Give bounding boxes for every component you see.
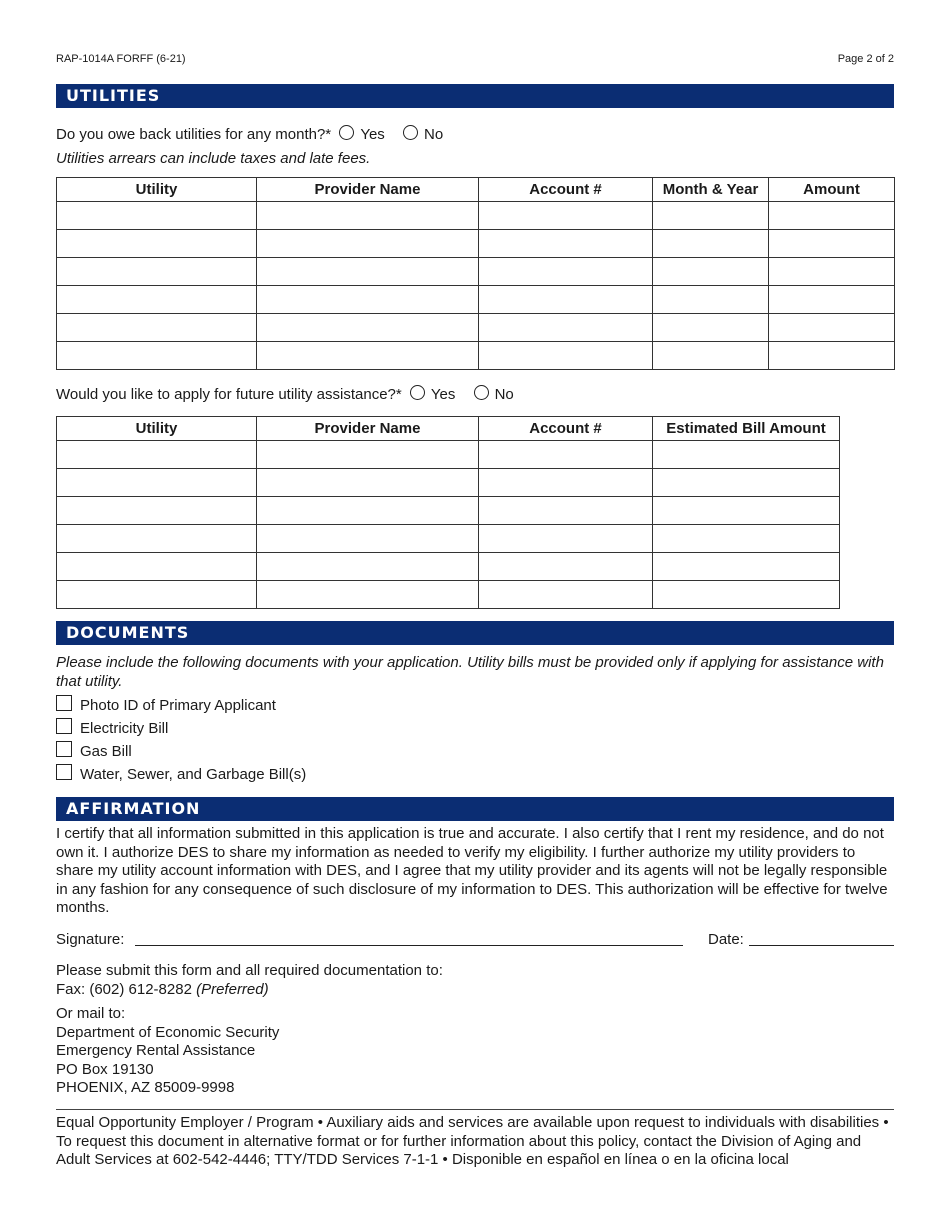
table-cell[interactable] [479, 441, 653, 469]
future-utilities-no-radio[interactable] [474, 385, 489, 400]
table-cell[interactable] [653, 581, 840, 609]
table-row [57, 441, 840, 469]
table-cell[interactable] [257, 525, 479, 553]
back-utilities-question-text: Do you owe back utilities for any month?* [56, 126, 332, 143]
fax-number: Fax: (602) 612-8282 [56, 980, 192, 998]
table-cell[interactable] [769, 230, 895, 258]
table-row [57, 230, 895, 258]
table-cell[interactable] [653, 202, 769, 230]
table-cell[interactable] [57, 314, 257, 342]
table-cell[interactable] [479, 497, 653, 525]
table-row [57, 258, 895, 286]
submission-block [56, 962, 894, 999]
table-cell[interactable] [479, 230, 653, 258]
table-cell[interactable] [653, 441, 840, 469]
documents-section-title: DOCUMENTS [56, 621, 894, 645]
table-cell[interactable] [653, 553, 840, 581]
future-utilities-question-text: Would you like to apply for future utility assistance?* [56, 386, 402, 403]
column-header-utility: Utility [57, 417, 257, 441]
table-row [57, 469, 840, 497]
back-utilities-no-label: No [423, 126, 444, 143]
column-header-month-year: Month & Year [653, 178, 769, 202]
date-field[interactable] [749, 945, 894, 946]
documents-instructions: Please include the following documents with your application. Utility bills must be provided only if applying for assistance with that utility. [56, 654, 884, 690]
future-utilities-question [56, 385, 514, 404]
utilities-section-title: UTILITIES [56, 84, 894, 108]
table-row [57, 581, 840, 609]
document-item-label: Photo ID of Primary Applicant [80, 697, 276, 714]
table-cell[interactable] [479, 286, 653, 314]
document-item-electricity-bill [56, 718, 168, 738]
table-cell[interactable] [257, 202, 479, 230]
gas-bill-checkbox[interactable] [56, 741, 72, 757]
table-cell[interactable] [479, 258, 653, 286]
table-cell[interactable] [257, 258, 479, 286]
address-line: PHOENIX, AZ 85009-9998 [56, 1079, 235, 1097]
column-header-amount: Amount [769, 178, 895, 202]
table-cell[interactable] [57, 202, 257, 230]
document-item-photo-id [56, 695, 276, 715]
address-line: PO Box 19130 [56, 1060, 154, 1078]
table-cell[interactable] [653, 342, 769, 370]
affirmation-section-title: AFFIRMATION [56, 797, 894, 821]
table-cell[interactable] [257, 314, 479, 342]
table-row [57, 525, 840, 553]
column-header-account: Account # [479, 417, 653, 441]
column-header-estimated-bill-amount: Estimated Bill Amount [653, 417, 840, 441]
table-cell[interactable] [57, 230, 257, 258]
column-header-account: Account # [479, 178, 653, 202]
back-utilities-yes-radio[interactable] [339, 125, 354, 140]
address-line: Department of Economic Security [56, 1023, 280, 1041]
table-cell[interactable] [769, 202, 895, 230]
table-cell[interactable] [257, 230, 479, 258]
table-cell[interactable] [257, 553, 479, 581]
table-row [57, 497, 840, 525]
table-cell[interactable] [257, 497, 479, 525]
form-id: RAP-1014A FORFF (6-21) [56, 53, 186, 65]
fax-note: (Preferred) [196, 980, 269, 998]
signature-field[interactable] [135, 945, 683, 946]
table-cell[interactable] [653, 258, 769, 286]
table-cell[interactable] [653, 525, 840, 553]
future-utilities-no-label: No [494, 386, 514, 403]
fax-line [56, 981, 894, 1000]
table-row [57, 314, 895, 342]
table-row [57, 342, 895, 370]
table-cell[interactable] [57, 469, 257, 497]
table-row [57, 553, 840, 581]
document-item-label: Water, Sewer, and Garbage Bill(s) [80, 766, 307, 783]
table-cell[interactable] [479, 553, 653, 581]
page-header [56, 53, 894, 67]
electricity-bill-checkbox[interactable] [56, 718, 72, 734]
table-cell[interactable] [257, 286, 479, 314]
future-utilities-yes-label: Yes [430, 386, 456, 403]
table-cell[interactable] [479, 581, 653, 609]
table-cell[interactable] [479, 525, 653, 553]
table-cell[interactable] [257, 342, 479, 370]
table-cell[interactable] [57, 525, 257, 553]
back-utilities-no-radio[interactable] [403, 125, 418, 140]
table-cell[interactable] [479, 469, 653, 497]
signature-label: Signature: [56, 931, 125, 948]
document-item-gas-bill [56, 741, 132, 761]
back-utilities-header-row [57, 178, 895, 202]
mail-intro: Or mail to: [56, 1005, 126, 1022]
footer-text: Equal Opportunity Employer / Program • Auxiliary aids and services are available upon request to individuals with disabilities • To request this document in alternative format or for further information about this policy, contact the Division of Aging and Adult Services at 602-542-4446; TTY/TDD Services 7-1-1 • Disponible en español en línea o en la oficina local [56, 1114, 889, 1169]
document-item-label: Electricity Bill [80, 720, 169, 737]
table-cell[interactable] [257, 581, 479, 609]
column-header-provider-name: Provider Name [257, 178, 479, 202]
photo-id-checkbox[interactable] [56, 695, 72, 711]
table-cell[interactable] [479, 342, 653, 370]
back-utilities-yes-label: Yes [360, 126, 385, 143]
table-cell[interactable] [257, 441, 479, 469]
table-cell[interactable] [57, 581, 257, 609]
water-sewer-garbage-checkbox[interactable] [56, 764, 72, 780]
page-number: Page 2 of 2 [837, 53, 894, 65]
table-cell[interactable] [653, 469, 840, 497]
table-cell[interactable] [769, 286, 895, 314]
table-cell[interactable] [653, 314, 769, 342]
table-row [57, 286, 895, 314]
date-label: Date: [708, 931, 744, 948]
column-header-utility: Utility [57, 178, 257, 202]
table-cell[interactable] [57, 342, 257, 370]
future-utilities-yes-radio[interactable] [410, 385, 425, 400]
submission-intro: Please submit this form and all required documentation to: [56, 962, 443, 979]
mail-block [56, 1005, 894, 1098]
table-cell[interactable] [653, 497, 840, 525]
table-cell[interactable] [769, 314, 895, 342]
footer-divider [56, 1109, 894, 1110]
table-row [57, 202, 895, 230]
future-utilities-header-row [57, 417, 840, 441]
table-cell[interactable] [479, 314, 653, 342]
table-cell[interactable] [57, 258, 257, 286]
affirmation-text: I certify that all information submitted in this application is true and accurate. I also certify that I rent my residence, and do not own it. I authorize DES to share my information as needed to verify my eligibility. I further authorize my utility providers to share my utility account information with DES, and I agree that my utility provider and its agents will not be legally responsible in any fashion for any consequence of such disclosure of my information to DES. This authorization will be effective for twelve months. [56, 825, 888, 917]
future-utilities-table [56, 416, 840, 609]
table-cell[interactable] [57, 286, 257, 314]
address-line: Emergency Rental Assistance [56, 1042, 256, 1060]
table-cell[interactable] [57, 553, 257, 581]
table-cell[interactable] [653, 286, 769, 314]
document-item-label: Gas Bill [80, 743, 132, 760]
back-utilities-question [56, 125, 443, 144]
back-utilities-table [56, 177, 895, 370]
table-cell[interactable] [57, 441, 257, 469]
table-cell[interactable] [257, 469, 479, 497]
table-cell[interactable] [653, 230, 769, 258]
column-header-provider-name: Provider Name [257, 417, 479, 441]
document-item-water-sewer-garbage [56, 764, 306, 784]
table-cell[interactable] [769, 342, 895, 370]
table-cell[interactable] [479, 202, 653, 230]
utilities-arrears-note: Utilities arrears can include taxes and late fees. [56, 150, 371, 167]
table-cell[interactable] [769, 258, 895, 286]
table-cell[interactable] [57, 497, 257, 525]
